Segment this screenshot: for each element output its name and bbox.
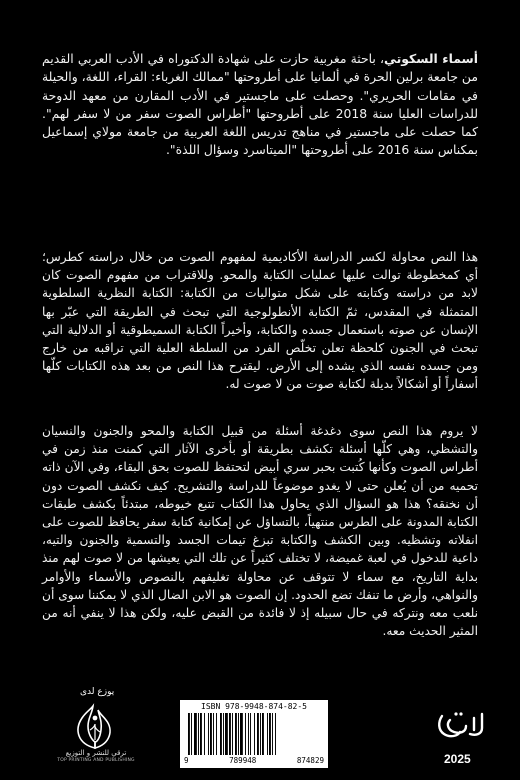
barcode-bar — [194, 713, 197, 755]
publisher-name: ترقي للنشر و التوزيع — [65, 749, 127, 757]
barcode-bar — [225, 713, 228, 755]
barcode-bar — [267, 713, 268, 755]
barcode-bar — [204, 713, 205, 755]
author-bio — [42, 50, 478, 160]
barcode-bar — [260, 713, 261, 755]
barcode-bar — [191, 713, 192, 755]
barcode-bar — [240, 713, 243, 755]
barcode-digit-group: 9 — [184, 756, 189, 765]
blurb-paragraph-1: هذا النص محاولة لكسر الدراسة الأكاديمية لمفهوم الصوت من خلال دراسته كطرس؛ أي كمخطوطة توالت عليها عمليات الكتابة والمحو. وللاقتراب من مفهوم الصوت كان لابد من دراسته وكتابته على شكل متواليات من الكتابة: الكتابة النظرية السلطوية المتمثلة في المقدس، ثمّ الكتابة الأنطولوجية التي تبحث في الطريقة التي عبّر بها الإنسان عن صوته باستعمال جسده والكتابة، وأخيراً الكتابة السميطوقية أو الدلالية التي تبحث في الجنون كلحظة تعلن تخلّص الفرد من السلطة العلية التي تراقبه من خارج ومن جسده نفسه الذي يشده إلى الأرض. ليقترح هذا النص من بعد هذه الكتابات كلّها أسفاراً أو أشكالاً بديلة لكتابة صوت من لا صوت له. — [42, 250, 478, 392]
barcode-bar — [198, 713, 199, 755]
barcode-bar — [250, 713, 251, 755]
barcode-bar — [232, 713, 233, 755]
blurb-paragraph-2: لا يروم هذا النص سوى دغدغة أسئلة من قبيل الكتابة والمحو والجنون والنسيان والتشظي، وهي كلّها أسئلة تكشف بطريقة أو بأخرى الآثار التي كمنت منذ زمن في أطراس الصوت وكأنها كُتبت بحبر سري أبيض لتحتفظ للصوت بحق البقاء، وفي الآن ذاته تحميه من أن يُعلن حتى لا يغدو موضوعاً للدراسة والتشريح. كيف نكشف الصوت دون أن نخنقه؟ هذا هو السؤال الذي يحاول هذا الكتاب تتبع خيوطه، مبتدئاً بكشف طبقات الكتابة المدونة على الطرس منتهياً، بالتساؤل عن إمكانية كتابة سفر يحافظ للصوت على انفلاته وتشظيه. وبين الكشف والكتابة تبزغ تيمات الجسد والتسمية والجنون والتيه، داعية للدخول في لعبة غميضة، لا تختلف كثيراً عن تلك التي يعيشها من لا صوت لهم منذ بداية التاريخ، مع سماء لا تتوقف عن محاولة تغليفهم بالنصوص والأسماء والأوامر والنواهي، وأرض ما تنفك تضع الحدود. إن الصوت هو الابن الضال الذي لا يمكننا سوى أن نلعب معه ونتركه في حال سبيله إذ لا فائدة من القبض عليه، ولكن هذا لا ينفي أنه من المثير الحديث معه. — [42, 424, 478, 639]
barcode-bar — [245, 713, 246, 755]
barcode-bar — [210, 713, 212, 755]
barcode-digits — [184, 756, 324, 765]
brand-logo — [430, 704, 490, 744]
barcode-bar — [262, 713, 264, 755]
barcode-bar — [216, 713, 217, 755]
author-bio-text: ، باحثة مغربية حازت على شهادة الدكتوراه في الأدب العربي القديم من جامعة برلين الحرة في ألمانيا على أطروحتها "ممالك الغرباء: القراء، اللغة، والحيلة في مقامات الحريري". وحصلت على ماجستير في الأدب المقارن من معهد الدوحة للدراسات العليا سنة 2018 على أطروحتها "أطراس الصوت سفر من لا سفر لهم". كما حصلت على ماجستير في مناهج تدريس اللغة العربية من جامعة مولاي إسماعيل بمكناس سنة 2016 على أطروحتها "الميتاسرد وسؤال اللذة". — [42, 51, 478, 158]
publisher-subtitle: TOP PRINTING AND PUBLISHING — [57, 758, 135, 763]
publication-year: 2025 — [444, 752, 471, 766]
author-name: أسماء السكوتي — [384, 51, 478, 66]
barcode-bar — [213, 713, 214, 755]
barcode-digit-group: 789948 — [229, 756, 257, 765]
barcode-bars — [188, 713, 320, 755]
barcode-bar — [238, 713, 239, 755]
publisher-logo-icon — [60, 700, 130, 752]
barcode-bar — [208, 713, 209, 755]
barcode-bar — [229, 713, 231, 755]
barcode-bar — [223, 713, 224, 755]
section-divider — [0, 226, 520, 227]
barcode-bar — [254, 713, 255, 755]
barcode-bar — [257, 713, 259, 755]
barcode-bar — [269, 713, 271, 755]
barcode-bar — [248, 713, 249, 755]
barcode-bar — [235, 713, 237, 755]
isbn-barcode — [180, 700, 328, 768]
barcode-bar — [188, 713, 190, 755]
distributed-by-label: يوزع لدى — [80, 687, 115, 697]
isbn-label: ISBN 978-9948-874-82-5 — [201, 702, 307, 711]
barcode-bar — [272, 713, 273, 755]
barcode-bar — [220, 713, 222, 755]
barcode-digit-group: 874829 — [296, 756, 324, 765]
barcode-bar — [275, 713, 276, 755]
barcode-bar — [200, 713, 202, 755]
